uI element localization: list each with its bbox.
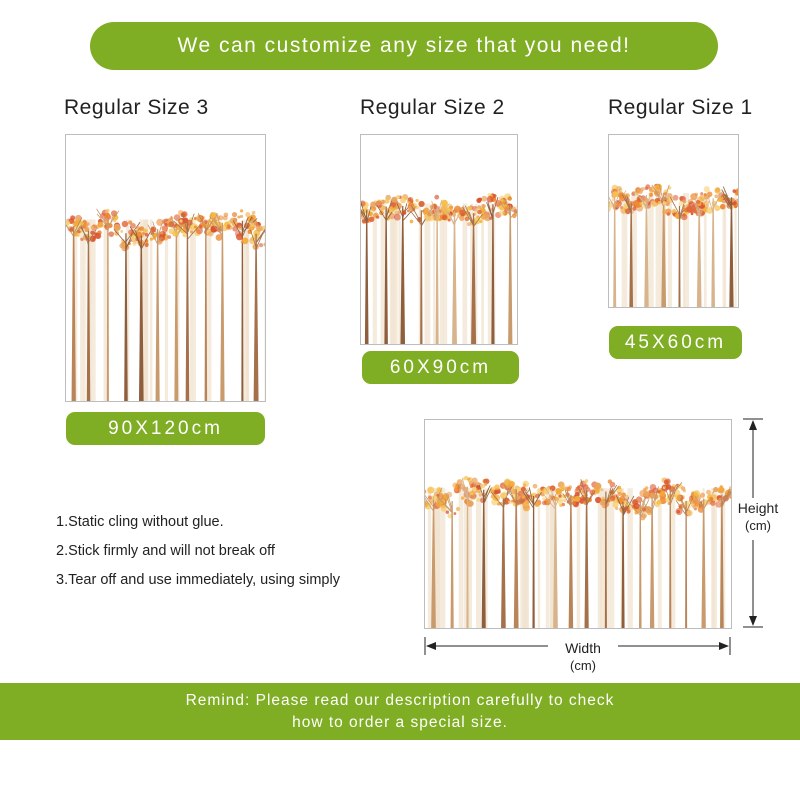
leaf: [240, 215, 243, 218]
leaf: [601, 497, 605, 501]
leaf: [542, 497, 546, 501]
leaf: [522, 495, 525, 498]
size-1-dimensions-badge: [609, 326, 742, 359]
background-trunk: [481, 204, 484, 344]
size-3-dimensions-badge: [66, 412, 265, 445]
leaf: [694, 490, 700, 496]
leaf: [400, 198, 406, 204]
leaf: [162, 225, 168, 231]
leaf: [236, 233, 243, 240]
leaf: [428, 496, 432, 500]
leaf: [617, 492, 621, 496]
tree-trunk: [220, 223, 224, 401]
leaf: [625, 507, 629, 511]
leaf: [601, 488, 604, 491]
leaf: [168, 221, 174, 227]
background-trunk: [207, 219, 211, 401]
remind-line-1: Remind: Please read our description carefully to check: [185, 691, 615, 709]
leaf: [78, 230, 81, 233]
leaf: [481, 196, 487, 202]
leaf: [686, 510, 692, 516]
leaf: [558, 494, 561, 497]
leaf: [128, 229, 134, 235]
tree-trunk: [569, 495, 574, 628]
leaf: [481, 204, 485, 208]
leaf: [643, 488, 647, 492]
leaf: [649, 193, 653, 197]
leaf: [664, 480, 669, 485]
leaf: [172, 230, 178, 236]
tree-trunk: [729, 197, 733, 307]
leaf: [223, 216, 228, 221]
leaf: [690, 193, 697, 200]
leaf: [533, 484, 538, 489]
height-arrow-down-head: [749, 616, 757, 626]
leaf: [128, 220, 132, 224]
leaf: [623, 502, 628, 507]
leaf: [642, 507, 646, 511]
leaf: [394, 214, 401, 221]
tree-illustration: [361, 135, 517, 344]
leaf: [436, 501, 442, 507]
size-1-title: Regular Size 1: [608, 96, 753, 119]
leaf: [595, 489, 600, 494]
leaf: [542, 501, 547, 506]
leaf: [145, 233, 149, 237]
leaf: [574, 496, 580, 502]
leaf: [245, 212, 250, 217]
leaf: [516, 204, 517, 209]
leaf: [493, 194, 497, 198]
leaf: [632, 207, 636, 211]
tree-trunk: [508, 205, 512, 344]
feature-item: 1.Static cling without glue.: [56, 514, 224, 530]
leaf: [461, 496, 465, 500]
leaf: [95, 234, 100, 239]
leaf: [203, 224, 206, 227]
leaf: [167, 235, 171, 239]
leaf: [615, 202, 621, 208]
leaf: [237, 215, 240, 218]
leaf: [660, 491, 665, 496]
leaf: [448, 218, 451, 221]
leaf: [376, 215, 379, 218]
leaf: [714, 188, 720, 194]
leaf: [501, 492, 507, 498]
leaf: [683, 200, 687, 204]
leaf: [402, 211, 406, 215]
background-trunk: [648, 193, 654, 307]
tree-trunk: [585, 491, 589, 628]
size-3-preview: [65, 134, 266, 402]
leaf: [375, 201, 382, 208]
leaf: [563, 499, 566, 502]
leaf: [467, 477, 473, 483]
background-trunk: [424, 204, 430, 344]
height-label-text: Height: [737, 500, 779, 516]
tree-branch: [114, 229, 126, 243]
leaf: [720, 204, 726, 210]
leaf: [472, 487, 476, 491]
leaf: [691, 212, 694, 215]
leaf: [692, 499, 695, 502]
leaf: [194, 226, 197, 229]
leaf: [715, 194, 719, 198]
tree-trunk: [186, 223, 190, 401]
leaf: [615, 507, 618, 510]
tree-trunk: [685, 501, 687, 628]
remind-line-2: how to order a special size.: [292, 713, 508, 731]
leaf: [642, 513, 647, 518]
width-arrow-right-head: [719, 642, 729, 650]
leaf: [554, 497, 558, 501]
tree-illustration: [609, 135, 738, 307]
custom-size-preview: [424, 419, 732, 629]
background-trunk: [80, 219, 84, 401]
tree-illustration: [66, 135, 265, 401]
leaf: [390, 206, 394, 210]
size-2-dimensions: 60X90cm: [389, 356, 492, 378]
size-1-dimensions: 45X60cm: [624, 331, 727, 353]
width-unit-text: (cm): [570, 658, 596, 673]
leaf: [494, 484, 499, 489]
leaf: [410, 220, 414, 224]
leaf: [180, 220, 183, 223]
leaf: [418, 201, 424, 207]
tree-trunk: [650, 497, 654, 628]
leaf: [714, 205, 720, 211]
background-trunk: [723, 193, 726, 307]
leaf: [562, 503, 565, 506]
leaf: [713, 487, 718, 492]
leaf: [679, 196, 683, 200]
leaf: [610, 496, 616, 502]
background-trunk: [734, 193, 736, 307]
leaf: [709, 497, 713, 501]
leaf: [499, 210, 505, 216]
size-3-title: Regular Size 3: [64, 96, 209, 119]
leaf: [241, 241, 244, 244]
leaf: [203, 219, 208, 224]
leaf: [689, 499, 692, 502]
leaf: [704, 193, 707, 196]
width-label-text: Width: [565, 640, 601, 656]
leaf: [384, 199, 389, 204]
leaf: [523, 483, 526, 486]
leaf: [263, 243, 265, 247]
background-trunk: [546, 488, 549, 628]
leaf: [427, 487, 434, 494]
banner-text: We can customize any size that you need!: [177, 34, 631, 57]
width-arrow-left-head: [426, 642, 436, 650]
leaf: [83, 223, 88, 228]
background-trunk: [538, 488, 540, 628]
leaf: [98, 222, 104, 228]
leaf: [637, 188, 643, 194]
leaf: [507, 196, 511, 200]
background-trunk: [433, 204, 435, 344]
tree-trunk: [701, 499, 705, 628]
height-unit-text: (cm): [745, 518, 771, 533]
leaf: [90, 226, 94, 230]
leaf: [425, 489, 426, 494]
leaf: [662, 201, 666, 205]
leaf: [207, 224, 210, 227]
leaf: [500, 198, 504, 202]
leaf: [70, 215, 75, 220]
leaf: [136, 226, 140, 230]
leaf: [106, 209, 110, 213]
leaf: [704, 186, 710, 192]
size-3-dimensions: 90X120cm: [108, 417, 223, 439]
leaf: [428, 216, 434, 222]
leaf: [573, 501, 579, 507]
remind-banner: [0, 683, 800, 740]
background-trunk: [658, 488, 662, 628]
leaf: [227, 224, 231, 228]
background-trunk: [671, 488, 676, 628]
leaf: [132, 241, 136, 245]
leaf: [446, 510, 450, 514]
background-trunk: [373, 204, 377, 344]
leaf: [122, 221, 128, 227]
leaf: [673, 195, 679, 201]
tree-trunk: [501, 493, 506, 628]
feature-item: 3.Tear off and use immediately, using simply: [56, 572, 340, 588]
leaf: [645, 184, 650, 189]
leaf: [256, 225, 263, 232]
leaf: [703, 201, 707, 205]
background-trunk: [150, 219, 153, 401]
leaf: [508, 500, 512, 504]
leaf: [681, 486, 685, 490]
leaf: [666, 484, 672, 490]
size-2-preview: [360, 134, 518, 345]
tree-trunk: [639, 502, 642, 628]
leaf: [683, 207, 686, 210]
leaf: [232, 212, 237, 217]
tree-trunk: [644, 195, 648, 307]
leaf: [218, 215, 223, 220]
background-trunk: [165, 219, 168, 401]
leaf: [150, 238, 153, 241]
leaf: [478, 198, 482, 202]
background-trunk: [192, 219, 196, 401]
tree-trunk: [156, 229, 160, 401]
leaf: [717, 196, 723, 202]
background-trunk: [398, 204, 400, 344]
leaf: [108, 231, 114, 237]
leaf: [672, 209, 676, 213]
leaf: [720, 489, 723, 492]
leaf: [477, 498, 481, 502]
leaf: [667, 212, 671, 216]
leaf: [467, 206, 472, 211]
tree-trunk: [400, 206, 405, 344]
leaf: [477, 210, 482, 215]
leaf: [656, 500, 661, 505]
leaf: [459, 216, 464, 221]
feature-list: [56, 512, 340, 599]
tree-trunk: [711, 198, 715, 307]
leaf: [196, 227, 203, 234]
background-trunk: [83, 219, 86, 401]
leaf: [720, 485, 723, 488]
background-trunk: [440, 204, 444, 344]
leaf: [633, 503, 639, 509]
leaf: [700, 493, 705, 498]
leaf: [594, 483, 601, 490]
tree-trunk: [452, 212, 457, 344]
leaf: [706, 490, 711, 495]
leaf: [662, 209, 667, 214]
size-1-preview: [608, 134, 739, 308]
background-trunk: [711, 488, 715, 628]
leaf: [434, 195, 439, 200]
background-trunk: [391, 204, 396, 344]
size-2-dimensions-badge: [362, 351, 519, 384]
tree-trunk: [365, 210, 369, 344]
leaf: [160, 231, 163, 234]
leaf: [472, 484, 475, 487]
leaf: [516, 495, 520, 499]
background-trunk: [612, 488, 614, 628]
leaf: [491, 489, 494, 492]
leaf: [369, 216, 375, 222]
leaf: [612, 502, 618, 508]
leaf: [590, 489, 596, 495]
background-trunk: [476, 488, 481, 628]
leaf: [480, 484, 485, 489]
tree-trunk: [254, 234, 259, 401]
tree-trunk: [451, 501, 454, 628]
height-arrow-up-head: [749, 420, 757, 430]
size-2-title: Regular Size 2: [360, 96, 505, 119]
tree-trunk: [514, 489, 519, 628]
leaf: [415, 199, 418, 202]
background-trunk: [577, 488, 580, 628]
leaf: [454, 487, 458, 491]
tree-trunk: [436, 206, 439, 344]
tree-trunk: [205, 221, 208, 401]
leaf: [734, 205, 737, 208]
leaf: [442, 215, 447, 220]
customize-banner: [90, 22, 718, 70]
tree-trunk: [678, 206, 680, 307]
leaf: [259, 243, 263, 247]
leaf: [120, 230, 123, 233]
tree-trunk: [613, 197, 616, 307]
leaf: [145, 243, 149, 247]
background-trunk: [608, 488, 613, 628]
leaf: [371, 208, 374, 211]
leaf: [733, 189, 737, 193]
leaf: [415, 206, 419, 210]
leaf: [250, 223, 254, 227]
background-trunk: [437, 488, 440, 628]
leaf: [391, 197, 397, 203]
height-label: [728, 500, 788, 534]
leaf: [696, 200, 700, 204]
background-trunk: [462, 204, 467, 344]
width-label: [550, 640, 616, 674]
leaf: [74, 232, 78, 236]
leaf: [240, 209, 243, 212]
tree-trunk: [532, 496, 534, 628]
leaf: [585, 479, 589, 483]
leaf: [498, 490, 501, 493]
leaf: [508, 481, 514, 487]
leaf: [523, 501, 529, 507]
leaf: [370, 202, 376, 208]
background-trunk: [598, 488, 602, 628]
leaf: [453, 512, 456, 515]
leaf: [608, 479, 612, 483]
background-trunk: [246, 219, 249, 401]
leaf: [210, 212, 216, 218]
feature-item: 2.Stick firmly and will not break off: [56, 543, 275, 559]
leaf: [143, 228, 148, 233]
leaf: [456, 507, 460, 511]
tree-illustration: [425, 420, 731, 628]
leaf: [252, 211, 256, 215]
leaf: [653, 488, 659, 494]
